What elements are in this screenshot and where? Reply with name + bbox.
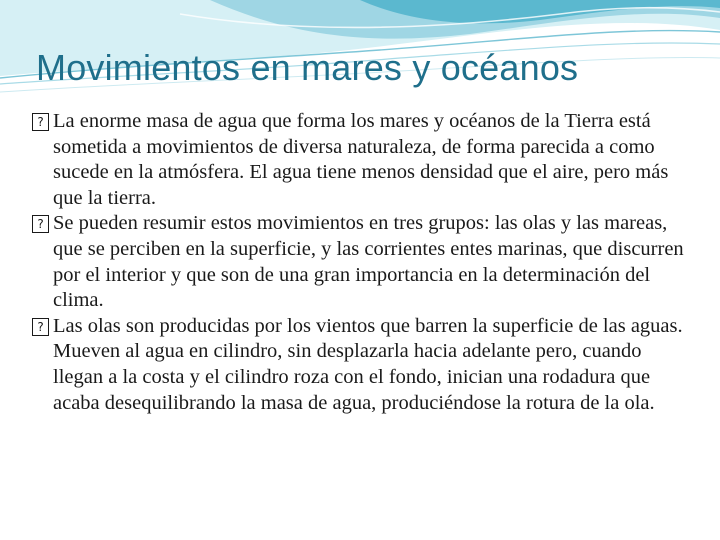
missing-glyph-icon: ? xyxy=(32,215,49,233)
bullet-text-1: La enorme masa de agua que forma los mares y océanos de la Tierra está sometida a movimientos de diversa naturaleza, de forma parecida a como sucede en la atmósfera. El agua tiene menos densidad que el aire, pero más que la tierra. xyxy=(53,110,669,209)
missing-glyph-icon: ? xyxy=(32,318,49,336)
bullet-text-3: Las olas son producidas por los vientos que barren la superficie de las aguas. Mueven al agua en cilindro, sin desplazarla hacia adelante pero, cuando llegan a la costa y el cilindro roza con el fondo, inician una rodadura que acaba desequilibrando la masa de agua, produciéndose la rotura de la ola. xyxy=(53,314,683,414)
bullet-item-1 xyxy=(32,109,692,211)
bullet-item-2 xyxy=(32,211,692,313)
bullet-text-2: Se pueden resumir estos movimientos en tres grupos: las olas y las mareas, que se perciben en la superficie, y las corrientes entes marinas, que discurren por el interior y que son de una gran importancia en la determinación del clima. xyxy=(53,212,684,312)
missing-glyph-icon: ? xyxy=(32,113,49,131)
bullet-item-3 xyxy=(32,314,692,416)
bullet-list xyxy=(32,109,692,416)
slide-title: Movimientos en mares y océanos xyxy=(36,47,579,88)
